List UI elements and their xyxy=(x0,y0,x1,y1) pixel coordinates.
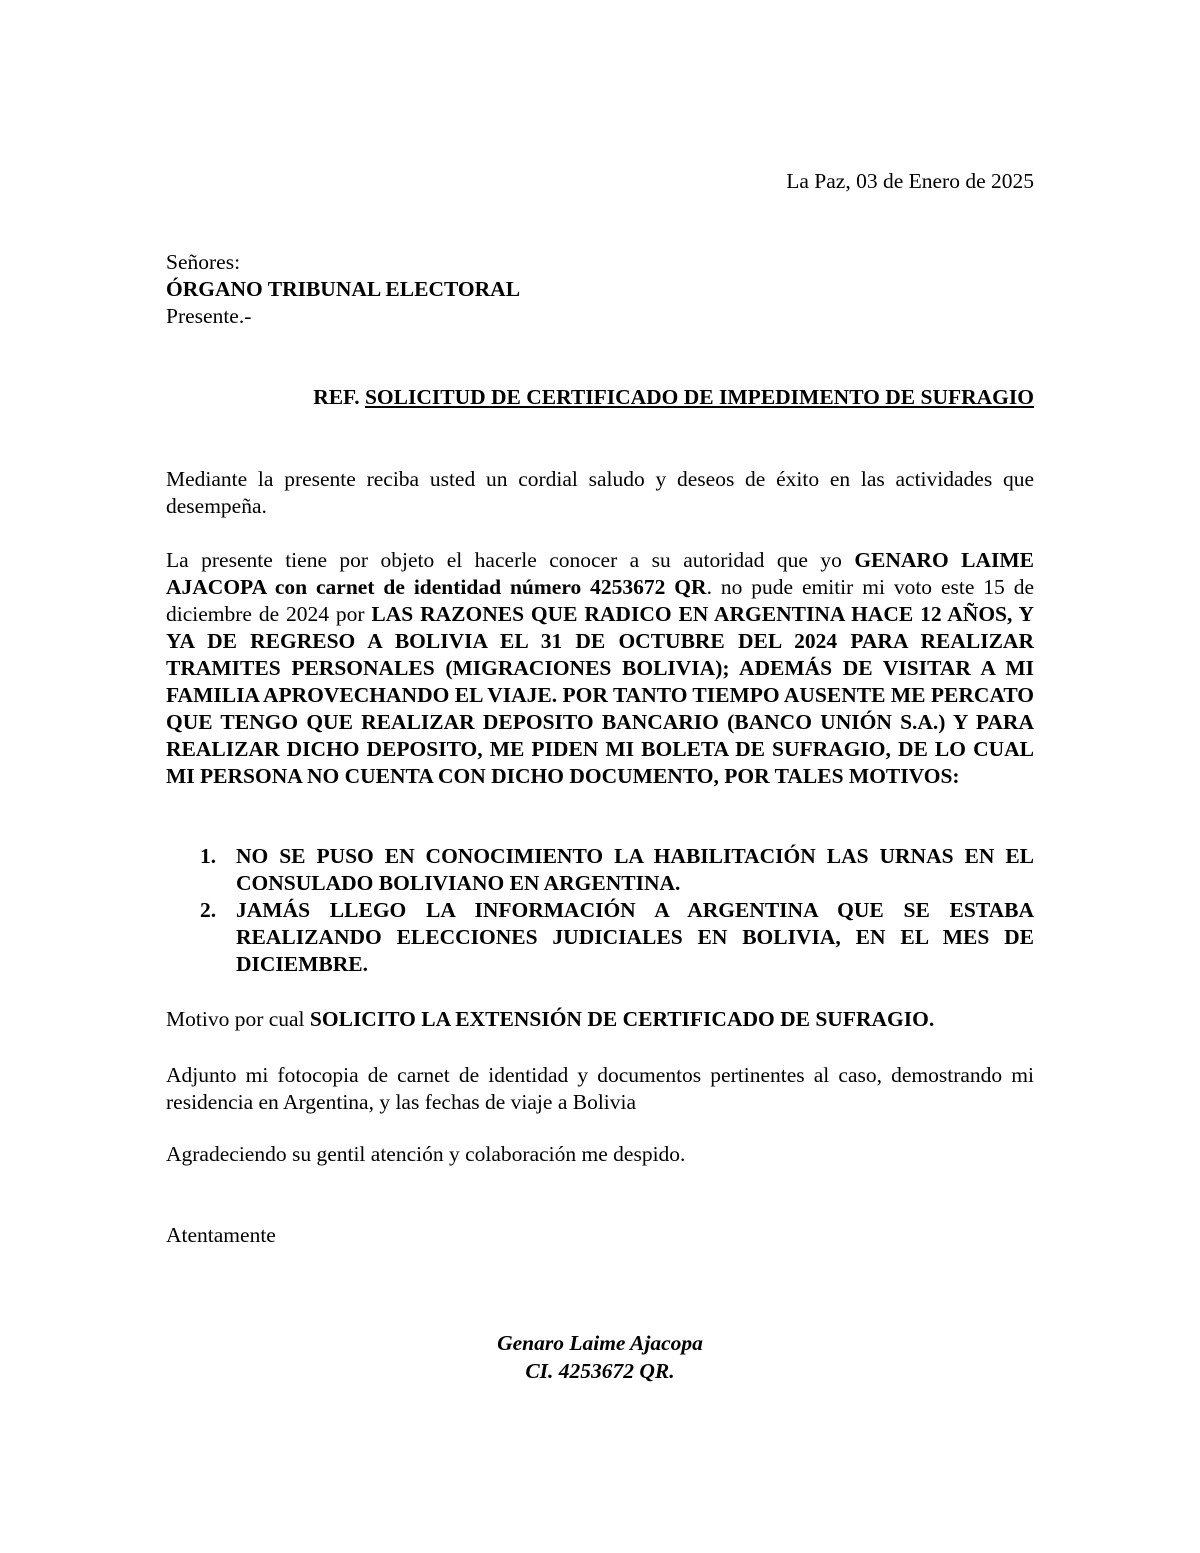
motive-prefix: Motivo por cual xyxy=(166,1007,310,1031)
reference-line xyxy=(313,384,1034,411)
motive-request: SOLICITO LA EXTENSIÓN DE CERTIFICADO DE SUFRAGIO. xyxy=(309,1007,935,1031)
addressee-block xyxy=(166,249,520,330)
salutation: Señores: xyxy=(166,250,241,274)
reference-prefix: REF. xyxy=(313,385,360,409)
list-item xyxy=(166,897,1034,978)
list-item xyxy=(166,843,1034,897)
reasons-list xyxy=(166,843,1034,978)
signature-name: Genaro Laime Ajacopa xyxy=(497,1331,703,1355)
reference-subject: SOLICITUD DE CERTIFICADO DE IMPEDIMENTO DE SUFRAGIO xyxy=(364,385,1034,409)
main-reasons: LAS RAZONES QUE RADICO EN ARGENTINA HACE 12 AÑOS, Y YA DE REGRESO A BOLIVIA EL 31 DE OCTUBRE DEL 2024 PARA REALIZAR TRAMITES PERSONALES (MIGRACIONES BOLIVIA); ADEMÁS DE VISITAR A MI FAMILIA APROVECHANDO EL VIAJE. POR TANTO TIEMPO AUSENTE ME PERCATO QUE TENGO QUE REALIZAR DEPOSITO BANCARIO (BANCO UNIÓN S.A.) Y PARA REALIZAR DICHO DEPOSITO, ME PIDEN MI BOLETA DE SUFRAGIO, DE LO CUAL MI PERSONA NO CUENTA CON DICHO DOCUMENTO, POR TALES MOTIVOS: xyxy=(166,602,1034,788)
main-intro: La presente tiene por objeto el hacerle conocer a su autoridad que yo xyxy=(166,548,855,572)
signature-id: CI. 4253672 QR. xyxy=(525,1359,675,1383)
list-item-text: JAMÁS LLEGO LA INFORMACIÓN A ARGENTINA QUE SE ESTABA REALIZANDO ELECCIONES JUDICIALES EN BOLIVIA, EN EL MES DE DICIEMBRE. xyxy=(236,898,1034,976)
greeting-paragraph: Mediante la presente reciba usted un cordial saludo y deseos de éxito en las actividades que desempeña. xyxy=(166,467,1034,518)
list-item-number: 2. xyxy=(200,898,217,922)
list-item-text: NO SE PUSO EN CONOCIMIENTO LA HABILITACIÓN LAS URNAS EN EL CONSULADO BOLIVIANO EN ARGENTINA. xyxy=(236,844,1034,895)
motive-paragraph xyxy=(166,1006,1034,1033)
closing-line: Atentamente xyxy=(166,1223,276,1247)
recipient-name: ÓRGANO TRIBUNAL ELECTORAL xyxy=(166,277,521,301)
thanks-paragraph: Agradeciendo su gentil atención y colaboración me despido. xyxy=(166,1142,686,1166)
main-paragraph xyxy=(166,547,1034,790)
letter-date: La Paz, 03 de Enero de 2025 xyxy=(786,169,1034,193)
attachment-paragraph: Adjunto mi fotocopia de carnet de identidad y documentos pertinentes al caso, demostrando mi residencia en Argentina, y las fechas de viaje a Bolivia xyxy=(166,1063,1034,1114)
main-identity: GENARO LAIME AJACOPA con carnet de identidad número 4253672 QR xyxy=(166,548,1034,599)
main-middle: . no pude emitir mi voto este 15 de diciembre de 2024 por xyxy=(166,575,1034,626)
list-item-number: 1. xyxy=(200,844,217,868)
presente-line: Presente.- xyxy=(166,304,252,328)
